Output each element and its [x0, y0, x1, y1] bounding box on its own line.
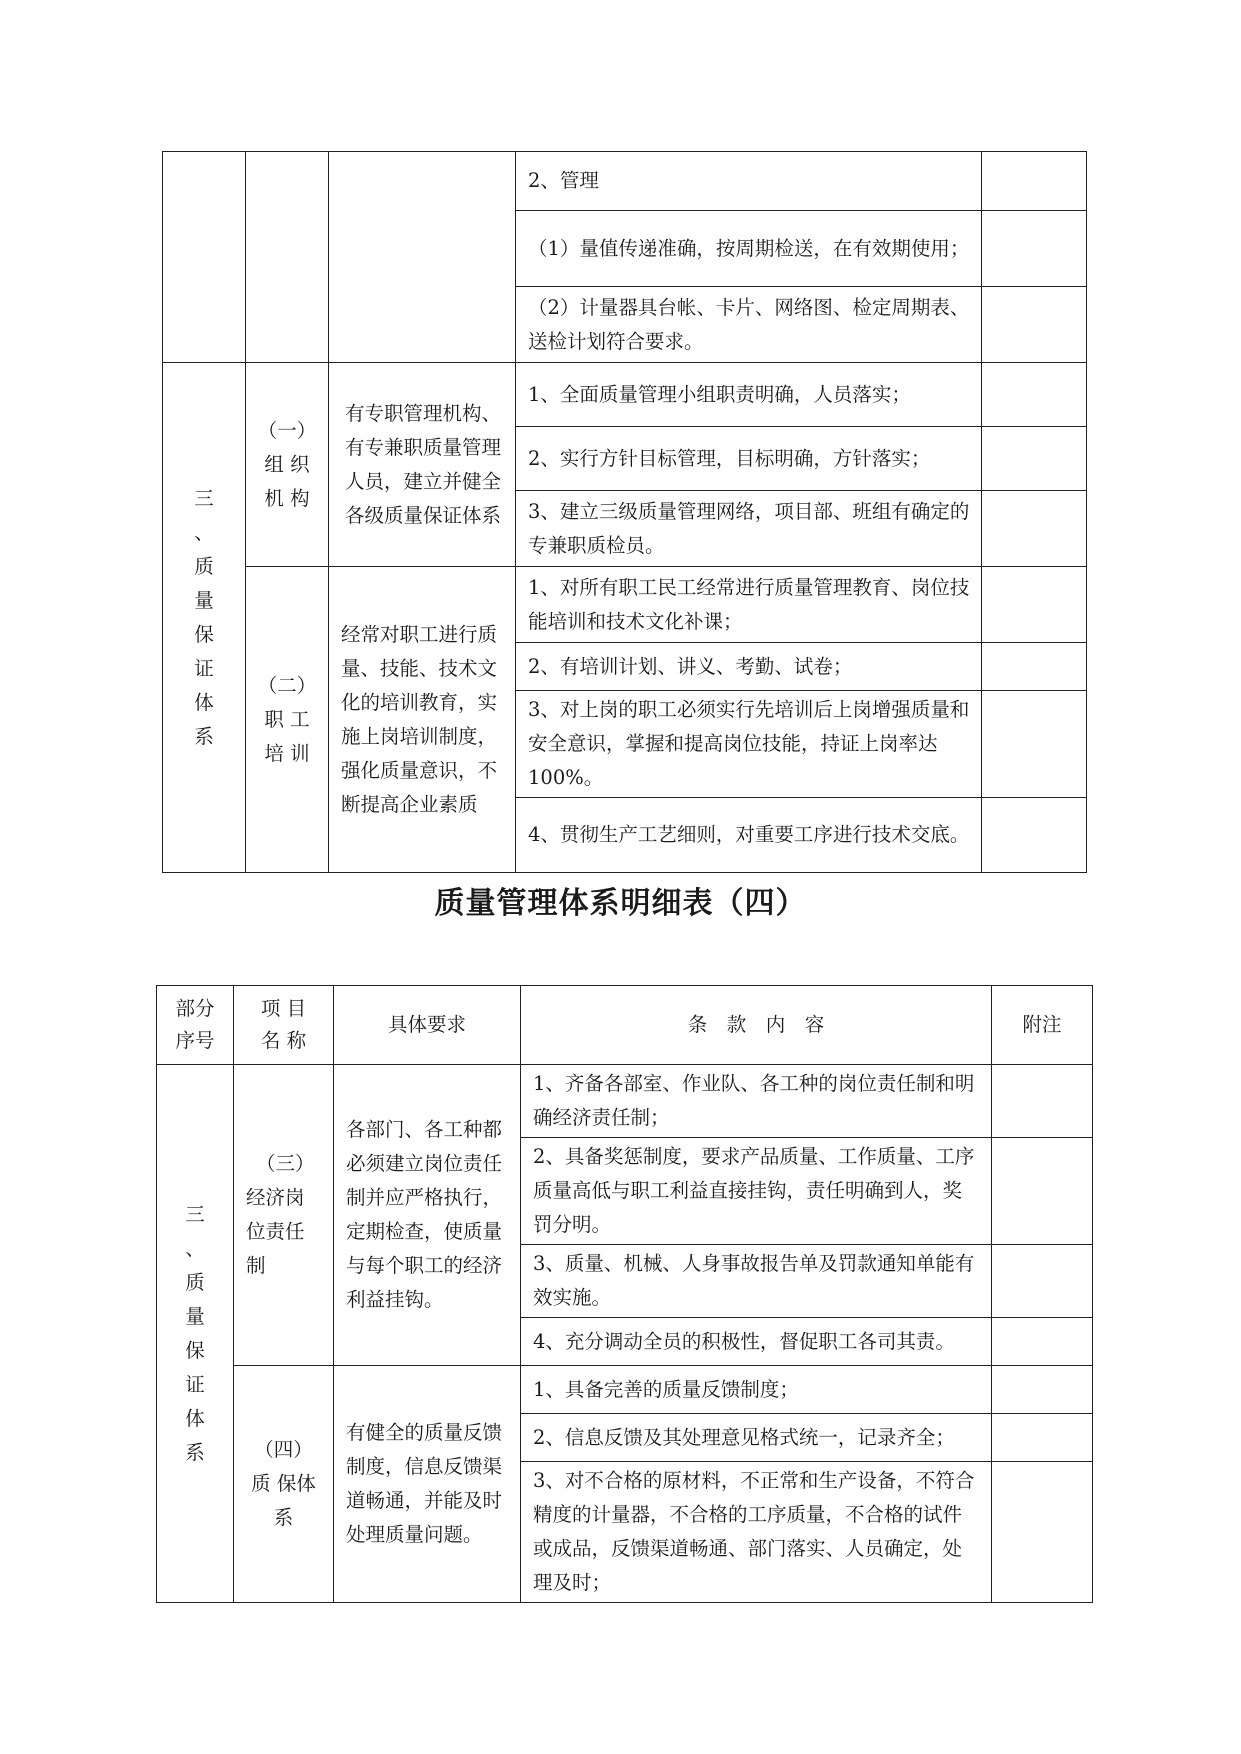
requirement-responsibility: 各部门、各工种都必须建立岗位责任制并应严格执行，定期检查，使质量与每个职工的经济利益挂钩。 — [334, 1065, 521, 1366]
requirement-org: 有专职管理机构、有专兼职质量管理人员，建立并健全各级质量保证体系 — [329, 363, 516, 567]
note-cell — [992, 1065, 1093, 1138]
clause-cell: 3、对上岗的职工必须实行先培训后上岗增强质量和安全意识，掌握和提高岗位技能，持证上岗率达 100%。 — [516, 691, 982, 798]
clause-cell: 4、贯彻生产工艺细则，对重要工序进行技术交底。 — [516, 798, 982, 873]
clause-cell: 1、全面质量管理小组职责明确，人员落实； — [516, 363, 982, 427]
note-cell — [982, 287, 1087, 363]
note-cell — [992, 1462, 1093, 1603]
header-clause: 条 款 内 容 — [521, 986, 992, 1065]
clause-cell: 3、质量、机械、人身事故报告单及罚款通知单能有效实施。 — [521, 1245, 992, 1318]
clause-cell: 1、对所有职工民工经常进行质量管理教育、岗位技能培训和技术文化补课； — [516, 567, 982, 643]
clause-cell: 4、充分调动全员的积极性，督促职工各司其责。 — [521, 1318, 992, 1366]
clause-cell: 3、对不合格的原材料，不正常和生产设备，不符合精度的计量器，不合格的工序质量，不合格的试件或成品，反馈渠道畅通、部门落实、人员确定，处理及时； — [521, 1462, 992, 1603]
note-cell — [982, 798, 1087, 873]
item-name-org: （一） 组 织 机 构 — [246, 363, 329, 567]
quality-table-four — [156, 985, 1093, 1603]
requirement-training: 经常对职工进行质量、技能、技术文化的培训教育，实施上岗培训制度，强化质量意识，不断提高企业素质 — [329, 567, 516, 873]
section-cell-empty — [163, 152, 246, 363]
clause-cell: 2、具备奖惩制度，要求产品质量、工作质量、工序质量高低与职工利益直接挂钩，责任明确到人，奖罚分明。 — [521, 1138, 992, 1245]
requirement-qa-system: 有健全的质量反馈制度，信息反馈渠道畅通，并能及时处理质量问题。 — [334, 1366, 521, 1603]
note-cell — [982, 427, 1087, 491]
item-cell-empty — [246, 152, 329, 363]
note-cell — [982, 691, 1087, 798]
clause-cell: （2）计量器具台帐、卡片、网络图、检定周期表、送检计划符合要求。 — [516, 287, 982, 363]
note-cell — [982, 211, 1087, 287]
clause-cell: （1）量值传递准确，按周期检送，在有效期使用； — [516, 211, 982, 287]
clause-cell: 2、管理 — [516, 152, 982, 211]
note-cell — [982, 567, 1087, 643]
clause-cell: 2、实行方针目标管理，目标明确，方针落实； — [516, 427, 982, 491]
note-cell — [982, 491, 1087, 567]
clause-cell: 2、有培训计划、讲义、考勤、试卷； — [516, 643, 982, 691]
note-cell — [992, 1366, 1093, 1414]
requirement-cell-empty — [329, 152, 516, 363]
section-label: 三 、 质 量 保 证 体 系 — [163, 363, 246, 873]
header-item: 项 目 名 称 — [234, 986, 334, 1065]
note-cell — [992, 1245, 1093, 1318]
note-cell — [992, 1414, 1093, 1462]
clause-cell: 3、建立三级质量管理网络，项目部、班组有确定的专兼职质检员。 — [516, 491, 982, 567]
header-requirement: 具体要求 — [334, 986, 521, 1065]
quality-table-continued — [162, 151, 1087, 873]
item-name-qa-system: （四） 质 保体 系 — [234, 1366, 334, 1603]
note-cell — [982, 152, 1087, 211]
item-name-training: （二） 职 工 培 训 — [246, 567, 329, 873]
header-note: 附注 — [992, 986, 1093, 1065]
clause-cell: 1、具备完善的质量反馈制度； — [521, 1366, 992, 1414]
section-label: 三 、 质 量 保 证 体 系 — [157, 1065, 234, 1603]
table-title: 质量管理体系明细表（四） — [434, 886, 807, 921]
header-section: 部分 序号 — [157, 986, 234, 1065]
note-cell — [992, 1318, 1093, 1366]
item-name-responsibility: （三） 经济岗 位责任 制 — [234, 1065, 334, 1366]
note-cell — [982, 363, 1087, 427]
note-cell — [982, 643, 1087, 691]
clause-cell: 1、齐备各部室、作业队、各工种的岗位责任制和明确经济责任制； — [521, 1065, 992, 1138]
clause-cell: 2、信息反馈及其处理意见格式统一，记录齐全； — [521, 1414, 992, 1462]
note-cell — [992, 1138, 1093, 1245]
